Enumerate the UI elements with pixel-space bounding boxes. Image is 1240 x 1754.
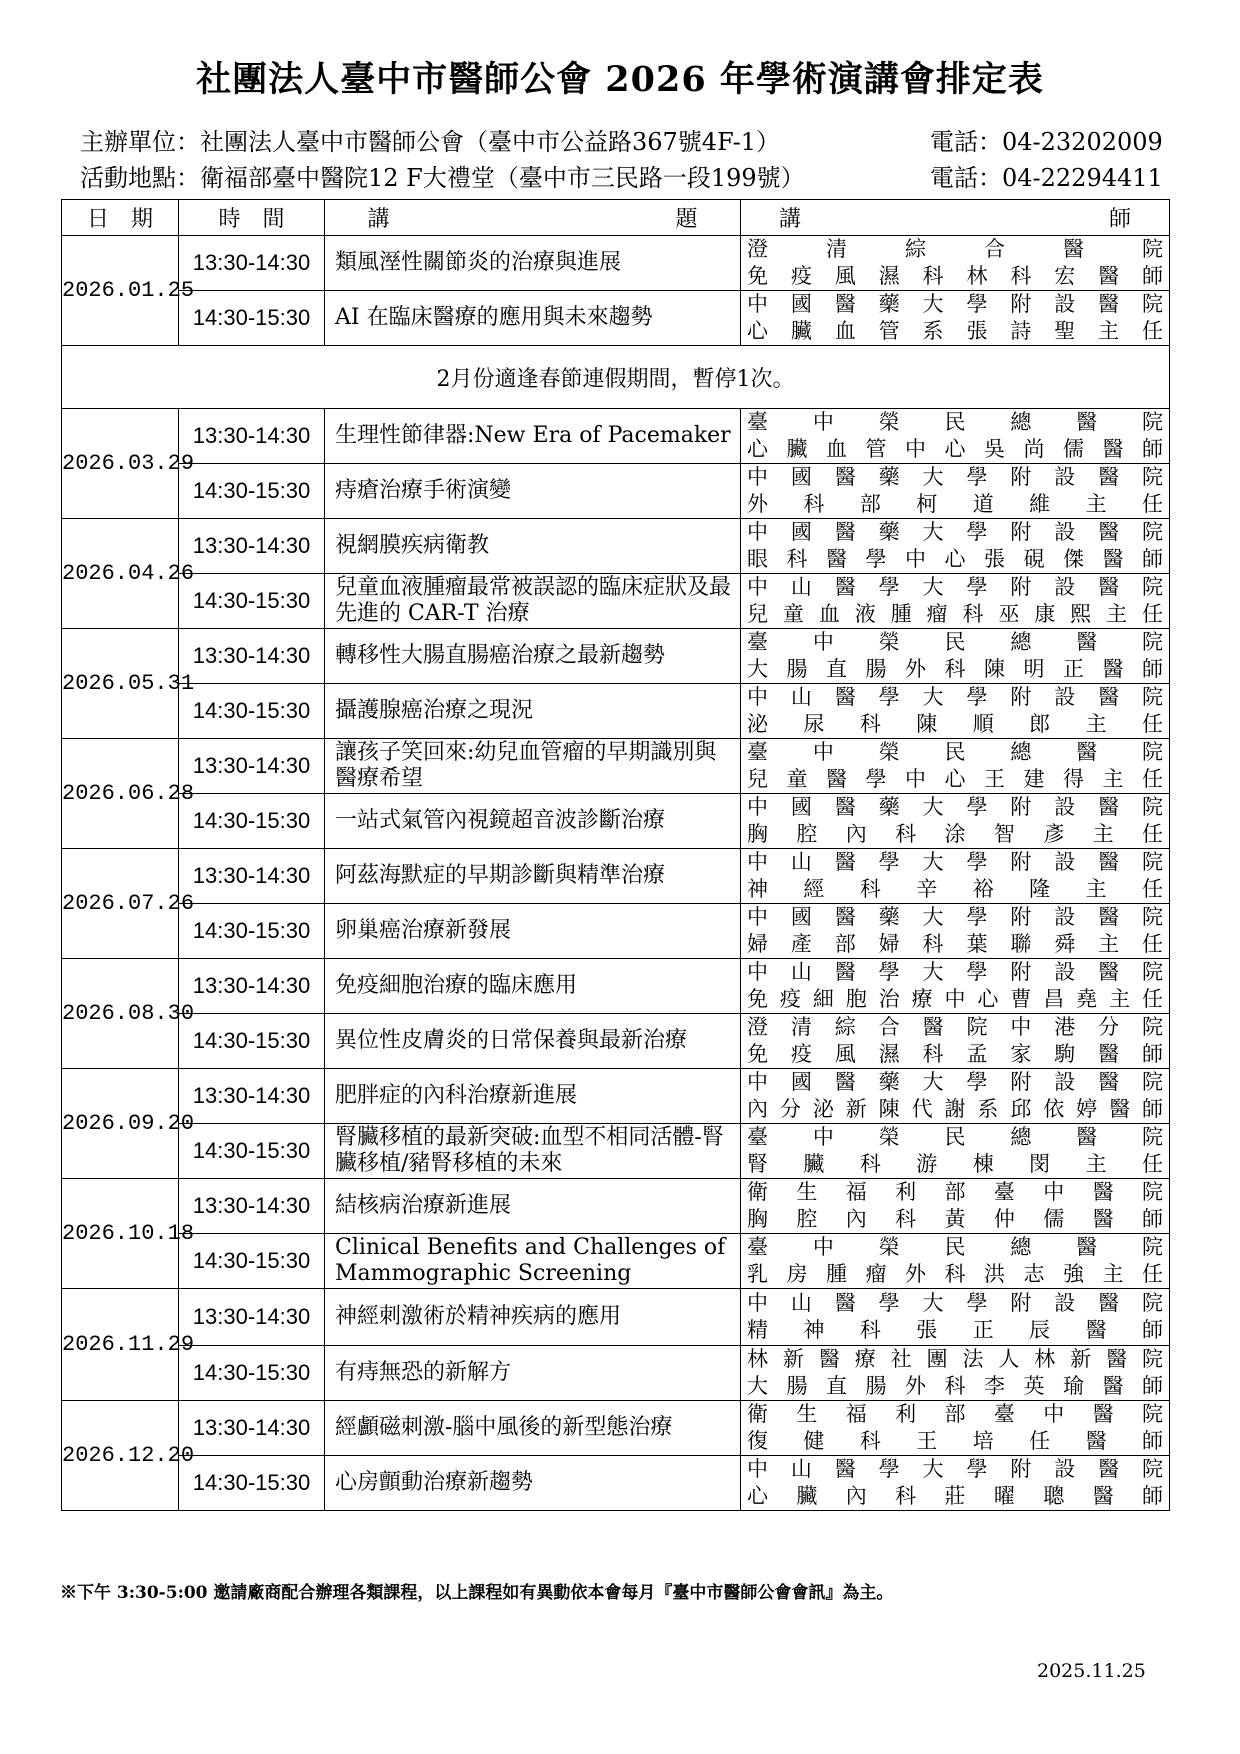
table-row <box>62 1289 1170 1346</box>
talk-speaker-cell <box>741 291 1170 346</box>
talk-speaker-cell <box>741 739 1170 794</box>
speaker-hospital: 中國醫藥大學附設醫院 <box>747 795 1163 819</box>
talk-time: 14:30-15:30 <box>179 1124 325 1179</box>
table-row <box>62 291 1170 346</box>
session-date: 2026.05.31 <box>62 629 179 739</box>
speaker-name: 外科部柯道維主任 <box>747 492 1163 516</box>
speaker-hospital: 衛生福利部臺中醫院 <box>747 1402 1163 1426</box>
talk-time: 13:30-14:30 <box>179 959 325 1014</box>
talk-time: 13:30-14:30 <box>179 739 325 794</box>
session-date: 2026.07.26 <box>62 849 179 959</box>
speaker-name: 內分泌新陳代謝系邱依婷醫師 <box>747 1097 1163 1121</box>
speaker-name: 免疫細胞治療中心曹昌堯主任 <box>747 987 1163 1011</box>
session-date: 2026.10.18 <box>62 1179 179 1289</box>
table-row <box>62 904 1170 959</box>
talk-speaker-cell <box>741 794 1170 849</box>
talk-time: 13:30-14:30 <box>179 849 325 904</box>
table-row <box>62 849 1170 904</box>
session-date: 2026.03.29 <box>62 409 179 519</box>
speaker-name: 免疫風濕科林科宏醫師 <box>747 264 1163 288</box>
talk-speaker-cell <box>741 1401 1170 1456</box>
speaker-name: 心臟血管系張詩聖主任 <box>747 319 1163 343</box>
table-row <box>62 409 1170 464</box>
speaker-name: 復健科王培任醫師 <box>747 1429 1163 1453</box>
speaker-hospital: 中國醫藥大學附設醫院 <box>747 465 1163 489</box>
talk-time: 14:30-15:30 <box>179 1234 325 1289</box>
talk-topic: 生理性節律器:New Era of Pacemaker <box>325 409 741 464</box>
table-row <box>62 519 1170 574</box>
table-header-row <box>62 200 1170 236</box>
table-row <box>62 1124 1170 1179</box>
talk-topic: 阿茲海默症的早期診斷與精準治療 <box>325 849 741 904</box>
talk-speaker-cell <box>741 409 1170 464</box>
talk-topic: 結核病治療新進展 <box>325 1179 741 1234</box>
session-date: 2026.04.26 <box>62 519 179 629</box>
table-row <box>62 629 1170 684</box>
talk-topic: 卵巢癌治療新發展 <box>325 904 741 959</box>
speaker-name: 免疫風濕科孟家駒醫師 <box>747 1042 1163 1066</box>
talk-topic: 轉移性大腸直腸癌治療之最新趨勢 <box>325 629 741 684</box>
talk-topic: 肥胖症的內科治療新進展 <box>325 1069 741 1124</box>
speaker-hospital: 中山醫學大學附設醫院 <box>747 1291 1163 1315</box>
speaker-name: 兒童血液腫瘤科巫康熙主任 <box>747 602 1163 626</box>
speaker-hospital: 臺中榮民總醫院 <box>747 410 1163 434</box>
table-row <box>62 794 1170 849</box>
session-date: 2026.09.20 <box>62 1069 179 1179</box>
header-topic: 講 題 <box>325 200 741 236</box>
speaker-hospital: 臺中榮民總醫院 <box>747 1125 1163 1149</box>
talk-speaker-cell <box>741 959 1170 1014</box>
talk-time: 14:30-15:30 <box>179 684 325 739</box>
speaker-name: 心臟內科莊曜聰醫師 <box>747 1484 1163 1508</box>
speaker-name: 心臟血管中心吳尚儒醫師 <box>747 437 1163 461</box>
venue-line <box>80 158 1163 193</box>
talk-topic: 攝護腺癌治療之現況 <box>325 684 741 739</box>
speaker-name: 胸腔內科涂智彥主任 <box>747 822 1163 846</box>
speaker-hospital: 中國醫藥大學附設醫院 <box>747 292 1163 316</box>
speaker-name: 腎臟科游棟閔主任 <box>747 1152 1163 1176</box>
table-row <box>62 1234 1170 1289</box>
talk-topic: AI 在臨床醫療的應用與未來趨勢 <box>325 291 741 346</box>
talk-topic: 痔瘡治療手術演變 <box>325 464 741 519</box>
talk-time: 13:30-14:30 <box>179 1179 325 1234</box>
talk-speaker-cell <box>741 1179 1170 1234</box>
talk-time: 14:30-15:30 <box>179 574 325 629</box>
talk-topic: 腎臟移植的最新突破:血型不相同活體-腎臟移植/豬腎移植的未來 <box>325 1124 741 1179</box>
talk-time: 13:30-14:30 <box>179 629 325 684</box>
talk-time: 13:30-14:30 <box>179 519 325 574</box>
table-row <box>62 1179 1170 1234</box>
talk-speaker-cell <box>741 1289 1170 1346</box>
talk-speaker-cell <box>741 629 1170 684</box>
header-time: 時 間 <box>179 200 325 236</box>
talk-time: 13:30-14:30 <box>179 1401 325 1456</box>
speaker-hospital: 中國醫藥大學附設醫院 <box>747 905 1163 929</box>
feb-notice: 2月份適逢春節連假期間，暫停1次。 <box>62 346 1170 409</box>
speaker-name: 婦產部婦科葉聯舜主任 <box>747 932 1163 956</box>
table-row <box>62 1401 1170 1456</box>
speaker-name: 精神科張正辰醫師 <box>747 1318 1163 1342</box>
speaker-hospital: 林新醫療社團法人林新醫院 <box>747 1347 1163 1371</box>
organizer-phone: 電話：04-23202009 <box>930 128 1163 156</box>
speaker-hospital: 中國醫藥大學附設醫院 <box>747 1070 1163 1094</box>
page-title: 社團法人臺中市醫師公會 2026 年學術演講會排定表 <box>196 59 1044 100</box>
talk-topic: 經顱磁刺激-腦中風後的新型態治療 <box>325 1401 741 1456</box>
talk-speaker-cell <box>741 849 1170 904</box>
talk-speaker-cell <box>741 1234 1170 1289</box>
talk-speaker-cell <box>741 574 1170 629</box>
speaker-name: 兒童醫學中心王建得主任 <box>747 767 1163 791</box>
talk-speaker-cell <box>741 519 1170 574</box>
schedule-body <box>62 236 1170 1511</box>
speaker-name: 胸腔內科黃仲儒醫師 <box>747 1207 1163 1231</box>
talk-topic: 類風溼性關節炎的治療與進展 <box>325 236 741 291</box>
talk-speaker-cell <box>741 1014 1170 1069</box>
talk-speaker-cell <box>741 1069 1170 1124</box>
speaker-hospital: 澄清綜合醫院中港分院 <box>747 1015 1163 1039</box>
speaker-name: 眼科醫學中心張硯傑醫師 <box>747 547 1163 571</box>
talk-topic: 兒童血液腫瘤最常被誤認的臨床症狀及最先進的 CAR-T 治療 <box>325 574 741 629</box>
table-row <box>62 574 1170 629</box>
talk-topic: 神經刺激術於精神疾病的應用 <box>325 1289 741 1346</box>
speaker-name: 大腸直腸外科陳明正醫師 <box>747 657 1163 681</box>
venue-text: 活動地點：衛福部臺中醫院12 F大禮堂（臺中市三民路一段199號） <box>80 164 805 192</box>
speaker-name: 泌尿科陳順郎主任 <box>747 712 1163 736</box>
talk-topic: 心房顫動治療新趨勢 <box>325 1456 741 1511</box>
speaker-hospital: 中山醫學大學附設醫院 <box>747 685 1163 709</box>
speaker-name: 乳房腫瘤外科洪志強主任 <box>747 1262 1163 1286</box>
talk-speaker-cell <box>741 236 1170 291</box>
table-row <box>62 959 1170 1014</box>
talk-speaker-cell <box>741 464 1170 519</box>
talk-topic: 有痔無恐的新解方 <box>325 1346 741 1401</box>
organizer-line <box>80 122 1163 157</box>
organizer-text: 主辦單位：社團法人臺中市醫師公會（臺中市公益路367號4F-1） <box>80 128 781 156</box>
talk-time: 14:30-15:30 <box>179 794 325 849</box>
talk-time: 13:30-14:30 <box>179 236 325 291</box>
table-row <box>62 684 1170 739</box>
speaker-hospital: 中國醫藥大學附設醫院 <box>747 520 1163 544</box>
table-row <box>62 739 1170 794</box>
talk-time: 14:30-15:30 <box>179 1456 325 1511</box>
talk-topic: 異位性皮膚炎的日常保養與最新治療 <box>325 1014 741 1069</box>
talk-time: 14:30-15:30 <box>179 1346 325 1401</box>
speaker-hospital: 中山醫學大學附設醫院 <box>747 850 1163 874</box>
speaker-hospital: 臺中榮民總醫院 <box>747 1235 1163 1259</box>
table-row <box>62 1069 1170 1124</box>
header-speaker: 講 師 <box>741 200 1170 236</box>
speaker-hospital: 中山醫學大學附設醫院 <box>747 575 1163 599</box>
speaker-name: 神經科辛裕隆主任 <box>747 877 1163 901</box>
venue-phone: 電話：04-22294411 <box>930 164 1163 192</box>
speaker-hospital: 衛生福利部臺中醫院 <box>747 1180 1163 1204</box>
speaker-name: 大腸直腸外科李英瑜醫師 <box>747 1374 1163 1398</box>
session-date: 2026.08.30 <box>62 959 179 1069</box>
talk-time: 13:30-14:30 <box>179 409 325 464</box>
talk-time: 14:30-15:30 <box>179 464 325 519</box>
talk-speaker-cell <box>741 1456 1170 1511</box>
speaker-hospital: 臺中榮民總醫院 <box>747 740 1163 764</box>
session-date: 2026.06.28 <box>62 739 179 849</box>
talk-time: 13:30-14:30 <box>179 1069 325 1124</box>
footnote: ※下午 3:30-5:00 邀請廠商配合辦理各類課程，以上課程如有異動依本會每月『臺中市醫師公會會訊』為主。 <box>60 1583 894 1603</box>
table-row <box>62 236 1170 291</box>
table-row <box>62 1456 1170 1511</box>
session-date: 2026.11.29 <box>62 1289 179 1401</box>
talk-speaker-cell <box>741 1346 1170 1401</box>
talk-speaker-cell <box>741 684 1170 739</box>
document-date: 2025.11.25 <box>1037 1660 1146 1682</box>
notice-row <box>62 346 1170 409</box>
talk-speaker-cell <box>741 904 1170 959</box>
talk-time: 14:30-15:30 <box>179 1014 325 1069</box>
talk-topic: Clinical Benefits and Challenges of Mammographic Screening <box>325 1234 741 1289</box>
speaker-hospital: 澄清綜合醫院 <box>747 237 1163 261</box>
speaker-hospital: 中山醫學大學附設醫院 <box>747 960 1163 984</box>
speaker-hospital: 中山醫學大學附設醫院 <box>747 1457 1163 1481</box>
talk-topic: 視網膜疾病衛教 <box>325 519 741 574</box>
talk-speaker-cell <box>741 1124 1170 1179</box>
talk-topic: 免疫細胞治療的臨床應用 <box>325 959 741 1014</box>
speaker-hospital: 臺中榮民總醫院 <box>747 630 1163 654</box>
table-row <box>62 464 1170 519</box>
header-date: 日 期 <box>62 200 179 236</box>
session-date: 2026.12.20 <box>62 1401 179 1511</box>
talk-topic: 一站式氣管內視鏡超音波診斷治療 <box>325 794 741 849</box>
talk-time: 14:30-15:30 <box>179 291 325 346</box>
talk-time: 13:30-14:30 <box>179 1289 325 1346</box>
talk-time: 14:30-15:30 <box>179 904 325 959</box>
table-row <box>62 1014 1170 1069</box>
talk-topic: 讓孩子笑回來:幼兒血管瘤的早期識別與醫療希望 <box>325 739 741 794</box>
session-date: 2026.01.25 <box>62 236 179 346</box>
schedule-table <box>61 199 1170 1511</box>
table-row <box>62 1346 1170 1401</box>
